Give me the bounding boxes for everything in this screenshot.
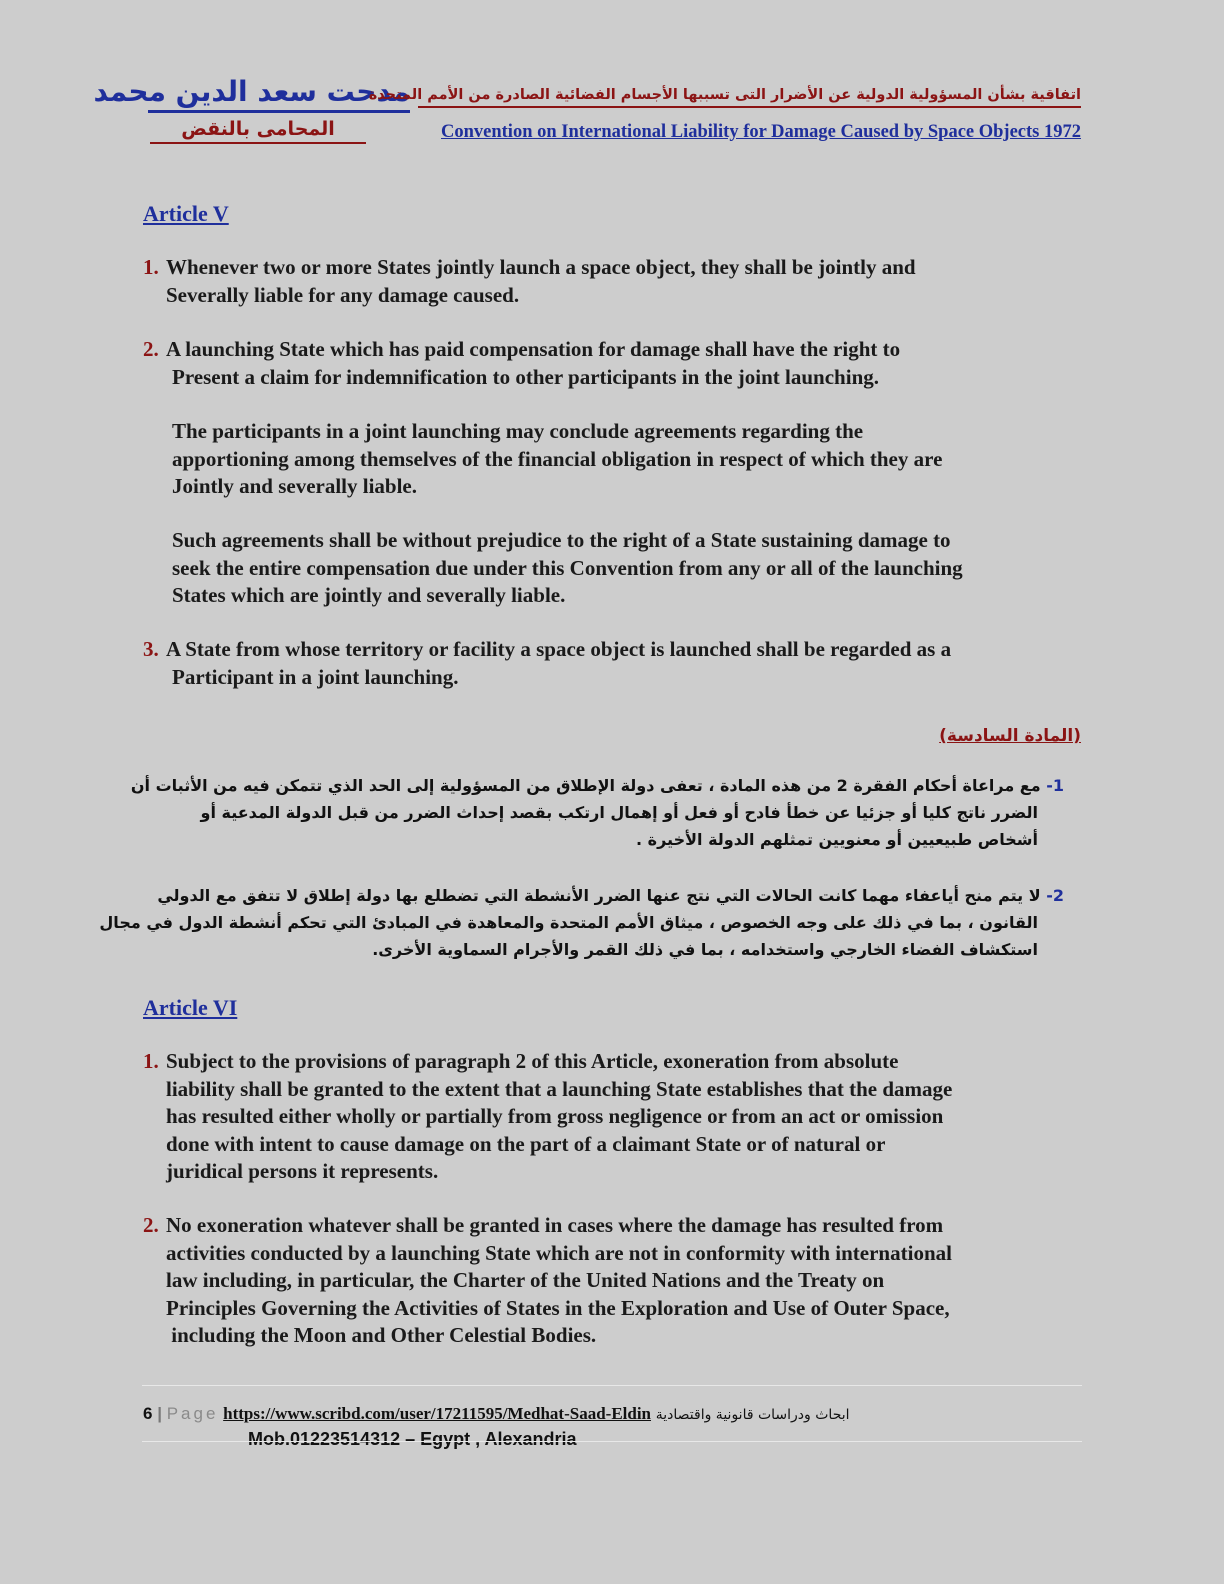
paragraph-line: juridical persons it represents. — [166, 1159, 439, 1183]
paragraph-line: Jointly and severally liable. — [172, 474, 418, 498]
paragraph-line: law including, in particular, the Charter of the United Nations and the Treaty on — [166, 1268, 885, 1292]
paragraph-line: Whenever two or more States jointly launch a space object, they shall be jointly and — [166, 255, 916, 279]
article-5-item-2-number: 2. — [143, 337, 159, 361]
page-number: 6 — [143, 1404, 153, 1423]
article-6-item-1 — [166, 1048, 952, 1186]
paragraph-line: Subject to the provisions of paragraph 2 of this Article, exoneration from absolute — [166, 1049, 899, 1073]
article-5-item-2-subparagraph-1 — [172, 418, 942, 501]
article-5-heading: Article V — [143, 201, 229, 226]
article-6-arabic-item-2 — [99, 882, 1064, 963]
paragraph-line: A State from whose territory or facility a space object is launched shall be regarded as a — [166, 637, 952, 661]
article-6-arabic-item-1 — [131, 772, 1064, 853]
paragraph-line: Present a claim for indemnification to other participants in the joint launching. — [172, 364, 879, 389]
paragraph-line: Severally liable for any damage caused. — [166, 282, 520, 307]
paragraph-line: The participants in a joint launching may conclude agreements regarding the — [172, 419, 864, 443]
paragraph-line: apportioning among themselves of the financial obligation in respect of which they are — [172, 446, 943, 471]
article-6-heading: Article VI — [143, 995, 238, 1020]
paragraph-line: استكشاف الفضاء الخارجي واستخدامه ، بما في ذلك القمر والأجرام السماوية الأخرى. — [372, 940, 1038, 959]
paragraph-line: Principles Governing the Activities of States in the Exploration and Use of Outer Space, — [166, 1295, 950, 1320]
paragraph-line: القانون ، بما في ذلك على وجه الخصوص ، ميثاق الأمم المتحدة والمعاهدة في المبادئ التي تحكم أنشطة الدول في مجال — [99, 913, 1038, 932]
footer-contact: Mob.01223514312 – Egypt , Alexandria — [248, 1429, 577, 1449]
paragraph-line: seek the entire compensation due under this Convention from any or all of the launching — [172, 555, 963, 580]
paragraph-line: liability shall be granted to the extent that a launching State establishes that the damage — [166, 1076, 953, 1101]
author-profile-link[interactable]: https://www.scribd.com/user/17211595/Medhat-Saad-Eldin — [223, 1404, 652, 1423]
paragraph-line: أشخاص طبيعيين أو معنويين تمثلهم الدولة الأخيرة . — [636, 830, 1038, 849]
article-5-item-3-number: 3. — [143, 637, 159, 661]
article-5-item-2-subparagraph-2 — [172, 527, 963, 610]
convention-title-arabic: اتفاقية بشأن المسؤولية الدولية عن الأضرار التى تسببها الأجسام الفضائية الصادرة من الأمم المتحدة — [418, 84, 1081, 108]
paragraph-line: done with intent to cause damage on the part of a claimant State or of natural or — [166, 1131, 886, 1156]
article-6-item-1-number: 1. — [143, 1049, 159, 1073]
article-5-item-3 — [166, 636, 951, 691]
article-5-item-1 — [166, 254, 916, 309]
paragraph-line — [131, 772, 1064, 799]
article-6-item-2-number: 2. — [143, 1213, 159, 1237]
footer-bottom-rule — [142, 1441, 1082, 1442]
article-6-item-2 — [166, 1212, 952, 1350]
author-name: مدحت سعد الدين محمد — [148, 74, 410, 113]
paragraph-line: activities conducted by a launching State which are not in conformity with international — [166, 1240, 952, 1265]
article-5-item-2 — [166, 336, 900, 391]
page-separator: | — [157, 1404, 162, 1423]
paragraph-text: مع مراعاة أحكام الفقرة 2 من هذه المادة ، تعفى دولة الإطلاق من المسؤولية إلى الحد الذي تتمكن فيه من الأثبات أن — [130, 776, 1041, 795]
paragraph-text: لا يتم منح أياعفاء مهما كانت الحالات التي نتج عنها الضرر الأنشطة التي تضطلع بها دولة إطلاق لا تتفق مع الدولي — [157, 886, 1041, 905]
convention-title-english: Convention on International Liability for Damage Caused by Space Objects 1972 — [441, 122, 1081, 142]
footer-row — [143, 1403, 850, 1426]
footer-top-rule — [142, 1385, 1082, 1386]
list-number: 2- — [1046, 886, 1064, 905]
paragraph-line: الضرر ناتج كليا أو جزئيا عن خطأ فادح أو فعل أو إهمال ارتكب بقصد إحداث الضرر من قبل الدولة المدعية أو — [200, 803, 1038, 822]
paragraph-line: Participant in a joint launching. — [172, 664, 459, 689]
list-number: 1- — [1046, 776, 1064, 795]
paragraph-line: Such agreements shall be without prejudice to the right of a State sustaining damage to — [172, 528, 951, 552]
author-title: المحامى بالنقض — [150, 116, 366, 144]
paragraph-line: No exoneration whatever shall be granted in cases where the damage has resulted from — [166, 1213, 944, 1237]
paragraph-line: including the Moon and Other Celestial Bodies. — [166, 1323, 597, 1347]
paragraph-line: has resulted either wholly or partially from gross negligence or from an act or omission — [166, 1104, 944, 1128]
article-6-arabic-heading: (المادة السادسة) — [939, 726, 1081, 746]
paragraph-line — [99, 882, 1064, 909]
article-5-item-1-number: 1. — [143, 255, 159, 279]
page-label: Page — [166, 1404, 219, 1423]
paragraph-line: States which are jointly and severally liable. — [172, 583, 566, 607]
paragraph-line: A launching State which has paid compensation for damage shall have the right to — [166, 337, 901, 361]
footer-tagline: ابحاث ودراسات قانونية واقتصادية — [655, 1407, 850, 1423]
